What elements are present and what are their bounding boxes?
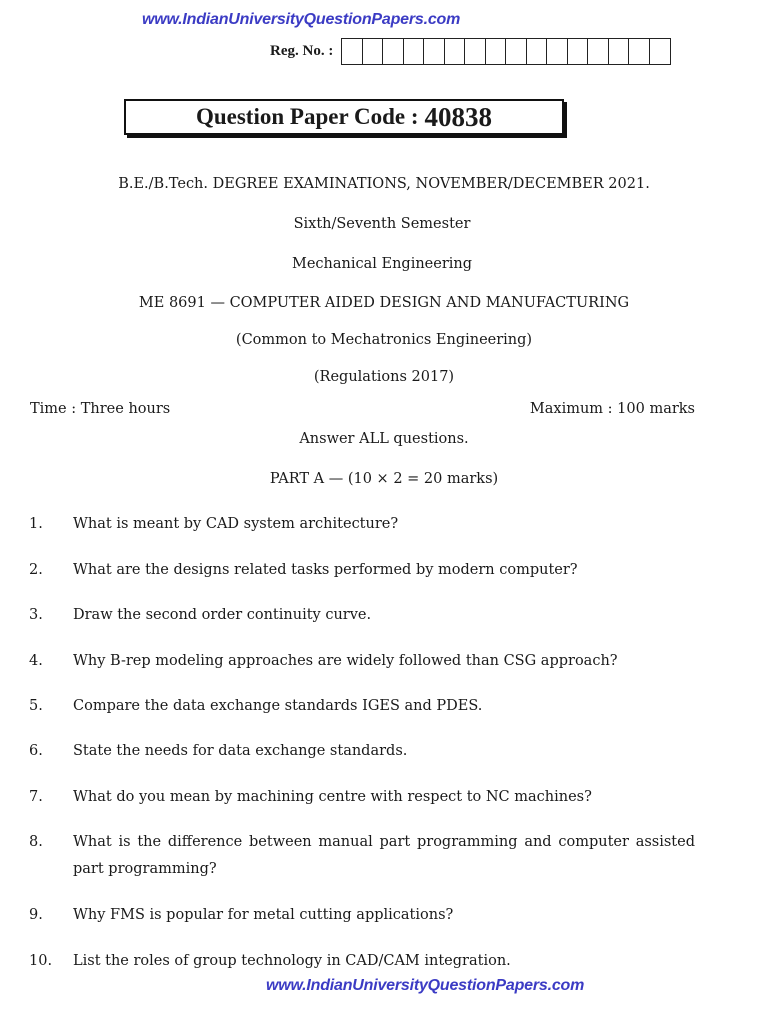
reg-no-digit-box — [404, 39, 425, 64]
time-duration: Time : Three hours — [30, 401, 171, 417]
watermark-bottom: www.IndianUniversityQuestionPapers.com — [266, 977, 585, 994]
question-text: Why FMS is popular for metal cutting applications? — [73, 907, 454, 923]
question-text: List the roles of group technology in CAD/CAM integration. — [73, 953, 511, 969]
max-marks: Maximum : 100 marks — [529, 401, 695, 417]
part-a-title: PART A — (10 × 2 = 20 marks) — [269, 471, 499, 487]
course-title: ME 8691 — COMPUTER AIDED DESIGN AND MANUFACTURING — [138, 295, 630, 311]
time-marks-row — [30, 401, 695, 417]
reg-no-digit-box — [363, 39, 384, 64]
question-number: 3. — [29, 607, 43, 623]
reg-no-digit-box — [342, 39, 363, 64]
question-text: What is meant by CAD system architecture? — [73, 516, 399, 532]
reg-no-digit-box — [383, 39, 404, 64]
reg-no-boxes — [341, 38, 671, 65]
question-number: 9. — [29, 907, 43, 923]
registration-number-row — [270, 38, 671, 65]
common-note: (Common to Mechatronics Engineering) — [235, 332, 533, 348]
reg-no-digit-box — [568, 39, 589, 64]
reg-no-digit-box — [629, 39, 650, 64]
department: Mechanical Engineering — [291, 256, 473, 272]
question-number: 10. — [29, 953, 53, 969]
reg-no-digit-box — [424, 39, 445, 64]
reg-no-digit-box — [465, 39, 486, 64]
question-number: 6. — [29, 743, 43, 759]
exam-title: B.E./B.Tech. DEGREE EXAMINATIONS, NOVEMBER/DECEMBER 2021. — [118, 176, 650, 192]
question-number: 8. — [29, 834, 43, 850]
question-number: 4. — [29, 653, 43, 669]
question-paper-code-box — [124, 99, 564, 135]
question-text: State the needs for data exchange standards. — [73, 743, 408, 759]
question-number: 7. — [29, 789, 43, 805]
paper-code-number: 40838 — [424, 101, 493, 132]
instructions: Answer ALL questions. — [299, 431, 469, 447]
semester: Sixth/Seventh Semester — [293, 216, 471, 232]
regulations: (Regulations 2017) — [313, 369, 455, 385]
question-text: What do you mean by machining centre with respect to NC machines? — [73, 789, 592, 805]
paper-code-label: Question Paper Code : — [195, 104, 419, 129]
reg-no-digit-box — [506, 39, 527, 64]
question-number: 2. — [29, 562, 43, 578]
question-text: Draw the second order continuity curve. — [73, 607, 372, 623]
reg-no-digit-box — [547, 39, 568, 64]
question-text: What are the designs related tasks performed by modern computer? — [73, 562, 578, 578]
reg-no-digit-box — [588, 39, 609, 64]
reg-no-digit-box — [486, 39, 507, 64]
question-text: Why B-rep modeling approaches are widely followed than CSG approach? — [73, 653, 618, 669]
watermark-top: www.IndianUniversityQuestionPapers.com — [142, 11, 461, 28]
reg-no-digit-box — [650, 39, 671, 64]
reg-no-label: Reg. No. : — [270, 43, 334, 59]
reg-no-digit-box — [445, 39, 466, 64]
question-text: What is the difference between manual part programming and computer assisted part programming? — [73, 834, 695, 877]
reg-no-digit-box — [527, 39, 548, 64]
question-text: Compare the data exchange standards IGES and PDES. — [73, 698, 483, 714]
question-number: 5. — [29, 698, 43, 714]
reg-no-digit-box — [609, 39, 630, 64]
question-number: 1. — [29, 516, 43, 532]
